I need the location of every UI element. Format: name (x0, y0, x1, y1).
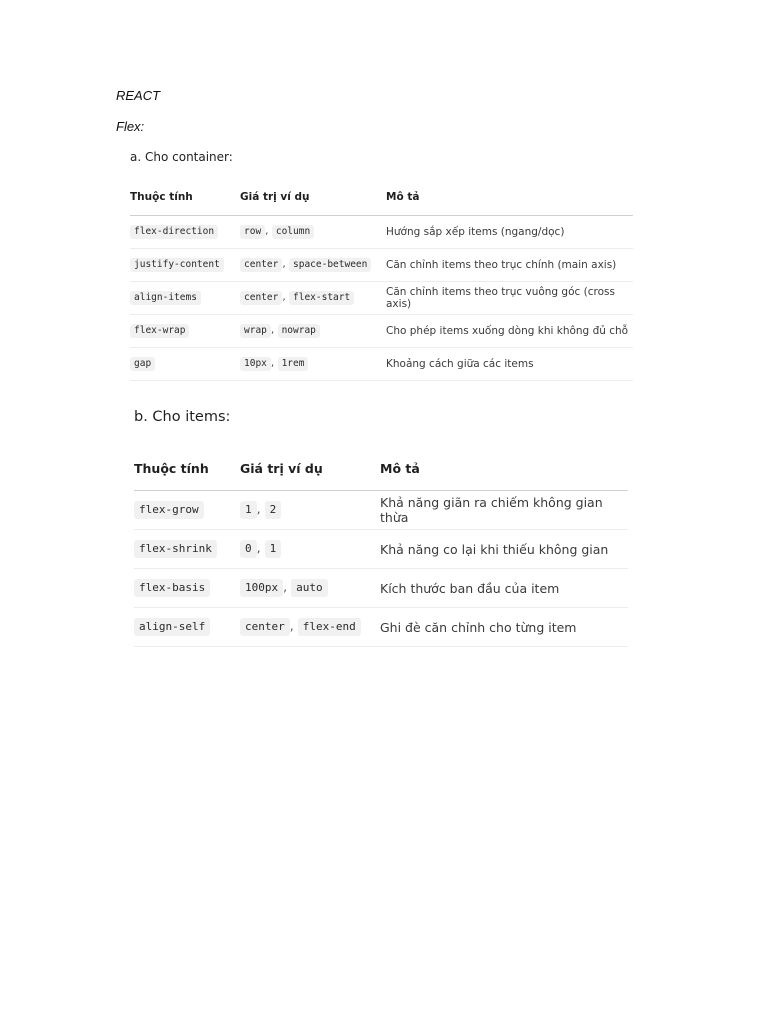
value-code: flex-end (298, 618, 361, 636)
column-header-description: Mô tả (386, 178, 633, 216)
property-code: flex-basis (134, 579, 210, 597)
items-properties-section (134, 406, 628, 647)
table-row (134, 569, 628, 608)
value-separator: , (270, 323, 275, 336)
value-code: center (240, 291, 282, 305)
property-code: flex-wrap (130, 324, 189, 338)
description-cell: Kích thước ban đầu của item (380, 569, 628, 608)
value-separator: , (265, 224, 269, 237)
description-cell: Căn chỉnh items theo trục vuông góc (cross axis) (386, 282, 633, 315)
value-separator: , (270, 356, 275, 369)
container-properties-section (130, 148, 633, 381)
description-cell: Cho phép items xuống dòng khi không đủ chỗ (386, 315, 633, 348)
value-code: center (240, 258, 282, 272)
property-code: align-items (130, 291, 201, 305)
value-code: 100px (240, 579, 283, 597)
table-row (134, 608, 628, 647)
table-header-row (134, 446, 628, 491)
value-code: 0 (240, 540, 257, 558)
value-code: row (240, 225, 265, 239)
table-row (130, 348, 633, 381)
property-code: justify-content (130, 258, 224, 272)
description-cell: Khoảng cách giữa các items (386, 348, 633, 381)
table-row (130, 216, 633, 249)
value-code: nowrap (278, 324, 320, 338)
description-cell: Khả năng co lại khi thiếu không gian (380, 530, 628, 569)
document-title: REACT (116, 88, 161, 103)
description-cell: Ghi đè căn chỉnh cho từng item (380, 608, 628, 647)
value-separator: , (283, 578, 288, 594)
table-header-row (130, 178, 633, 216)
column-header-property: Thuộc tính (134, 446, 240, 491)
column-header-example: Giá trị ví dụ (240, 446, 380, 491)
property-code: align-self (134, 618, 210, 636)
property-code: flex-direction (130, 225, 218, 239)
value-separator: , (282, 290, 286, 303)
value-code: center (240, 618, 290, 636)
table-row (134, 491, 628, 530)
value-code: auto (291, 579, 328, 597)
description-cell: Hướng sắp xếp items (ngang/dọc) (386, 216, 633, 249)
value-separator: , (256, 539, 261, 555)
property-code: flex-grow (134, 501, 204, 519)
value-code: wrap (240, 324, 271, 338)
section-heading: b. Cho items: (134, 409, 231, 425)
table-row (130, 282, 633, 315)
column-header-example: Giá trị ví dụ (240, 178, 386, 216)
table-row (130, 315, 633, 348)
column-header-description: Mô tả (380, 446, 628, 491)
value-code: 1 (240, 501, 257, 519)
value-code: 1 (265, 540, 282, 558)
description-cell: Căn chỉnh items theo trục chính (main axis) (386, 249, 633, 282)
value-code: 2 (265, 501, 282, 519)
property-code: flex-shrink (134, 540, 217, 558)
column-header-property: Thuộc tính (130, 178, 240, 216)
container-properties-table (130, 178, 633, 381)
value-separator: , (282, 257, 286, 270)
value-code: 10px (240, 357, 271, 371)
table-row (134, 530, 628, 569)
value-code: flex-start (289, 291, 354, 305)
property-code: gap (130, 357, 155, 371)
items-properties-table (134, 446, 628, 647)
document-subtitle: Flex: (116, 119, 145, 134)
value-separator: , (256, 500, 261, 516)
description-cell: Khả năng giãn ra chiếm không gian thừa (380, 491, 628, 530)
table-row (130, 249, 633, 282)
value-code: 1rem (278, 357, 309, 371)
section-heading: a. Cho container: (130, 150, 233, 164)
value-code: column (272, 225, 314, 239)
value-code: space-between (289, 258, 371, 272)
value-separator: , (289, 617, 294, 633)
